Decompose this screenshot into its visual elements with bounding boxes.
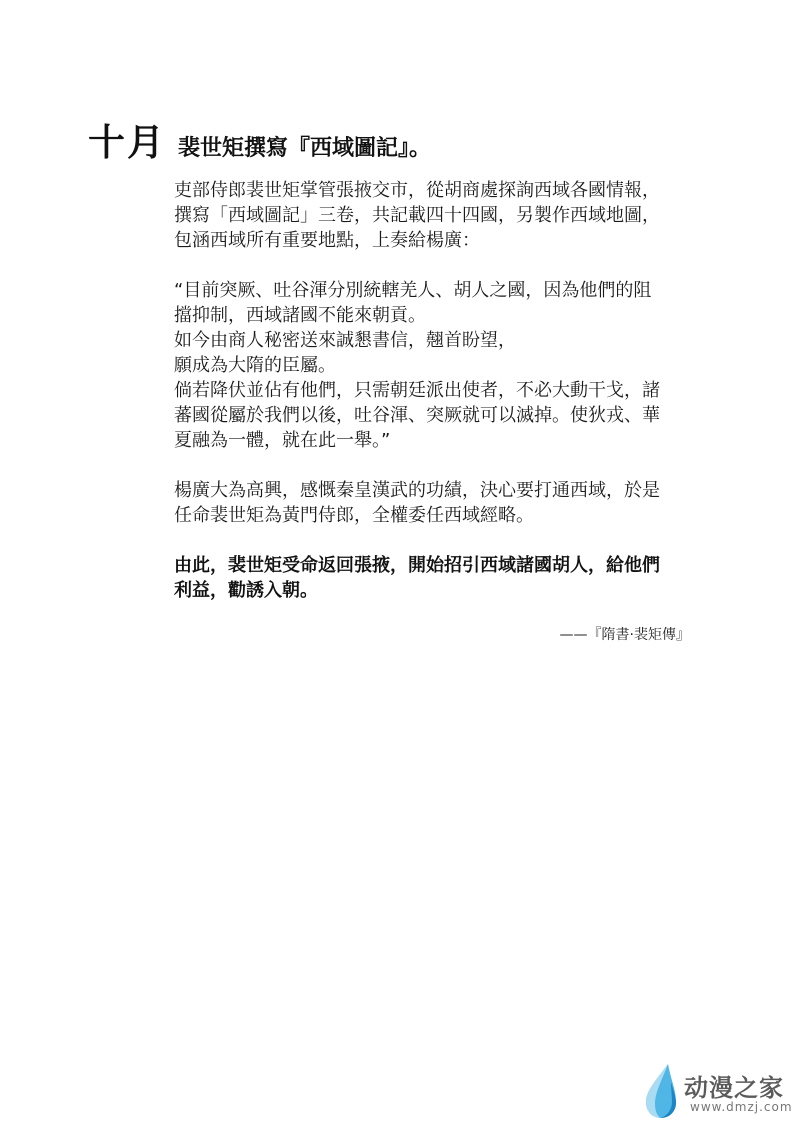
body-text [174, 178, 714, 628]
watermark-url: www.dmzj.com [690, 1100, 793, 1114]
page-heading [88, 112, 431, 166]
heading-month: 十月 [88, 120, 166, 164]
paragraph-line: 撰寫「西域圖記」三卷，共記載四十四國，另製作西域地圖， [174, 205, 660, 226]
paragraph-line: 任命裴世矩為黃門侍郎，全權委任西域經略。 [174, 505, 534, 526]
paragraph-line: 蕃國從屬於我們以後，吐谷渾、突厥就可以滅掉。使狄戎、華 [174, 405, 660, 426]
water-drop-logo-icon [638, 1062, 682, 1120]
paragraph-line: 夏融為一體，就在此一舉。” [174, 430, 391, 451]
paragraph-intro [174, 178, 714, 253]
source-citation: ——『隋書·裴矩傳』 [559, 627, 690, 643]
paragraph-line: 由此，裴世矩受命返回張掖，開始招引西域諸國胡人，給他們 [174, 555, 660, 576]
paragraph-conclusion [174, 553, 714, 603]
paragraph-line: “目前突厥、吐谷渾分別統轄羌人、胡人之國，因為他們的阻 [174, 280, 652, 301]
paragraph-line: 倘若降伏並佔有他們，只需朝廷派出使者，不必大動干戈，諸 [174, 380, 660, 401]
paragraph-line: 如今由商人秘密送來誠懇書信，翹首盼望， [174, 330, 516, 351]
site-watermark [638, 1062, 798, 1122]
paragraph-line: 利益，勸誘入朝。 [174, 580, 318, 601]
heading-headline: 裴世矩撰寫『西域圖記』。 [178, 136, 432, 161]
paragraph-line: 擋抑制，西域諸國不能來朝貢。 [174, 305, 426, 326]
paragraph-line: 吏部侍郎裴世矩掌管張掖交市，從胡商處探詢西域各國情報， [174, 180, 660, 201]
paragraph-quote [174, 278, 714, 453]
paragraph-reaction [174, 478, 714, 528]
watermark-title: 动漫之家 [684, 1074, 784, 1102]
paragraph-line: 包涵西域所有重要地點，上奏給楊廣： [174, 230, 480, 251]
paragraph-line: 楊廣大為高興，感慨秦皇漢武的功績，決心要打通西域，於是 [174, 480, 660, 501]
paragraph-line: 願成為大隋的臣屬。 [174, 355, 336, 376]
